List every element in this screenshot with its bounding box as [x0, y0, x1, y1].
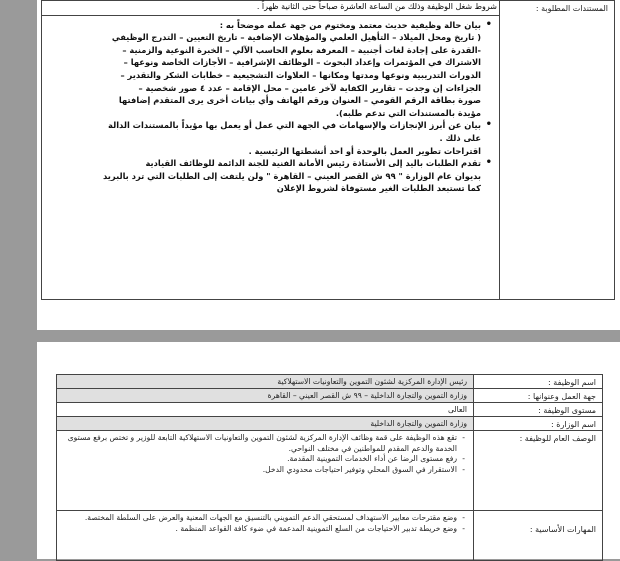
bullet-status-intro: • بيان حالة وظيفية حديث معتمد ومختوم من جهة عمله موضحاً به : [44, 19, 481, 32]
bullet-submission-intro: • تقدم الطلبات باليد إلى الأستاذة رئيس الأمانة الفنية للجنة الدائمة للوظائف القيادية [44, 157, 481, 170]
list-item: -القدرة على إجادة لغات أجنبية – المعرفة بعلوم الحاسب الآلي – الخبرة النوعية والزمنية – [122, 44, 481, 55]
general-description-cell [57, 431, 474, 511]
list-item: على ذلك . [439, 132, 481, 143]
basic-skills-list [61, 513, 467, 534]
general-description-list [61, 433, 467, 475]
list-item: ( تاريخ ومحل الميلاد – التأهيل العلمي والمؤهلات الإضافية – تاريخ التعيين – التدرج الوظيفي [111, 32, 481, 43]
job-title-label: اسم الوظيفة : [474, 375, 603, 389]
list-item: الجزاءات إن وجدت – تقارير الكفاية لآخر عامين – محل الإقامة – عدد ٤ صور شخصية – [138, 82, 481, 93]
list-item: مؤيدة بالمستندات التي تدعم طلبه). [335, 107, 481, 118]
list-item: - وضع مقترحات معايير الاستهداف لمستحقي الدعم التمويني بالتنسيق مع الجهات المعنية والعرض على السلطة المختصة. [61, 513, 457, 524]
list-item: صورة بطاقة الرقم القومي – العنوان ورقم الهاتف وأي بيانات أخرى يرى المتقدم إضافتها [118, 95, 481, 106]
ministry-value: وزارة التموين والتجارة الداخلية [57, 417, 474, 431]
list-item: - الاستقرار في السوق المحلي وتوفير احتياجات محدودي الدخل. [61, 465, 457, 476]
documents-label-cell [500, 1, 615, 300]
document-page-1 [37, 0, 620, 330]
basic-skills-label: المهارات الأساسية : [474, 511, 603, 561]
documents-content-cell [42, 1, 500, 300]
job-level-label: مستوى الوظيفة : [474, 403, 603, 417]
list-item: - وضع خريطة تدبير الاحتياجات من السلع التموينية المدعمة في ضوء كافة القواعد المنظمة . [61, 524, 457, 535]
job-title-value: رئيس الإدارة المركزية لشئون التموين والتعاونيات الاستهلاكية [57, 375, 474, 389]
bullet-achievements-intro: • بيان عن أبرز الإنجازات والإسهامات في الجهة التي عمل أو يعمل بها مؤيداً بالمستندات الدالة [44, 119, 481, 132]
list-item: الاشتراك في المؤتمرات وإعداد البحوث – الوظائف الإشرافية – الأجازات الخاصة ونوعها – [123, 57, 481, 68]
list-item: كما تستبعد الطلبات الغير مستوفاة لشروط الإعلان [276, 183, 481, 194]
list-item: - رفع مستوى الرضا عن أداء الخدمات التموينية المقدمة. [61, 454, 457, 465]
conditions-top-line: شروط شغل الوظيفة وذلك من الساعة العاشرة صباحاً حتى الثانية ظهراً . [42, 1, 499, 16]
job-level-value: العالى [57, 403, 474, 417]
basic-skills-cell [57, 511, 474, 561]
workplace-value: وزارة التموين والتجارة الداخلية – ٩٩ ش القصر العيني – القاهرة [57, 389, 474, 403]
general-description-label: الوصف العام للوظيفة : [474, 431, 603, 511]
documents-list [44, 19, 495, 195]
list-item: - تقع هذه الوظيفة على قمة وظائف الإدارة المركزية لشئون التموين والتعاونيات الاستهلاكية التابعة للوزير و تختص برفع مستوى الخدمة والدعم المقدم للمواطنين في مختلف النواحي. [61, 433, 457, 454]
requirements-table [41, 0, 615, 300]
workplace-label: جهة العمل وعنوانها : [474, 389, 603, 403]
document-page-2 [37, 342, 620, 559]
documents-label: المستندات المطلوبة : [535, 4, 608, 13]
job-info-table [56, 374, 603, 561]
list-item: الدورات التدريبية ونوعها ومدتها ومكانها – العلاوات التشجيعية – خطابات الشكر والتقدير – [120, 69, 481, 80]
ministry-label: اسم الوزارة : [474, 417, 603, 431]
list-item: بديوان عام الوزارة " ٩٩ ش القصر العيني – القاهرة " ولن يلتفت إلى الطلبات التي ترد بالبريد [103, 170, 481, 181]
list-item: اقتراحات تطوير العمل بالوحدة أو احد أنشطتها الرئيسية . [248, 145, 481, 156]
